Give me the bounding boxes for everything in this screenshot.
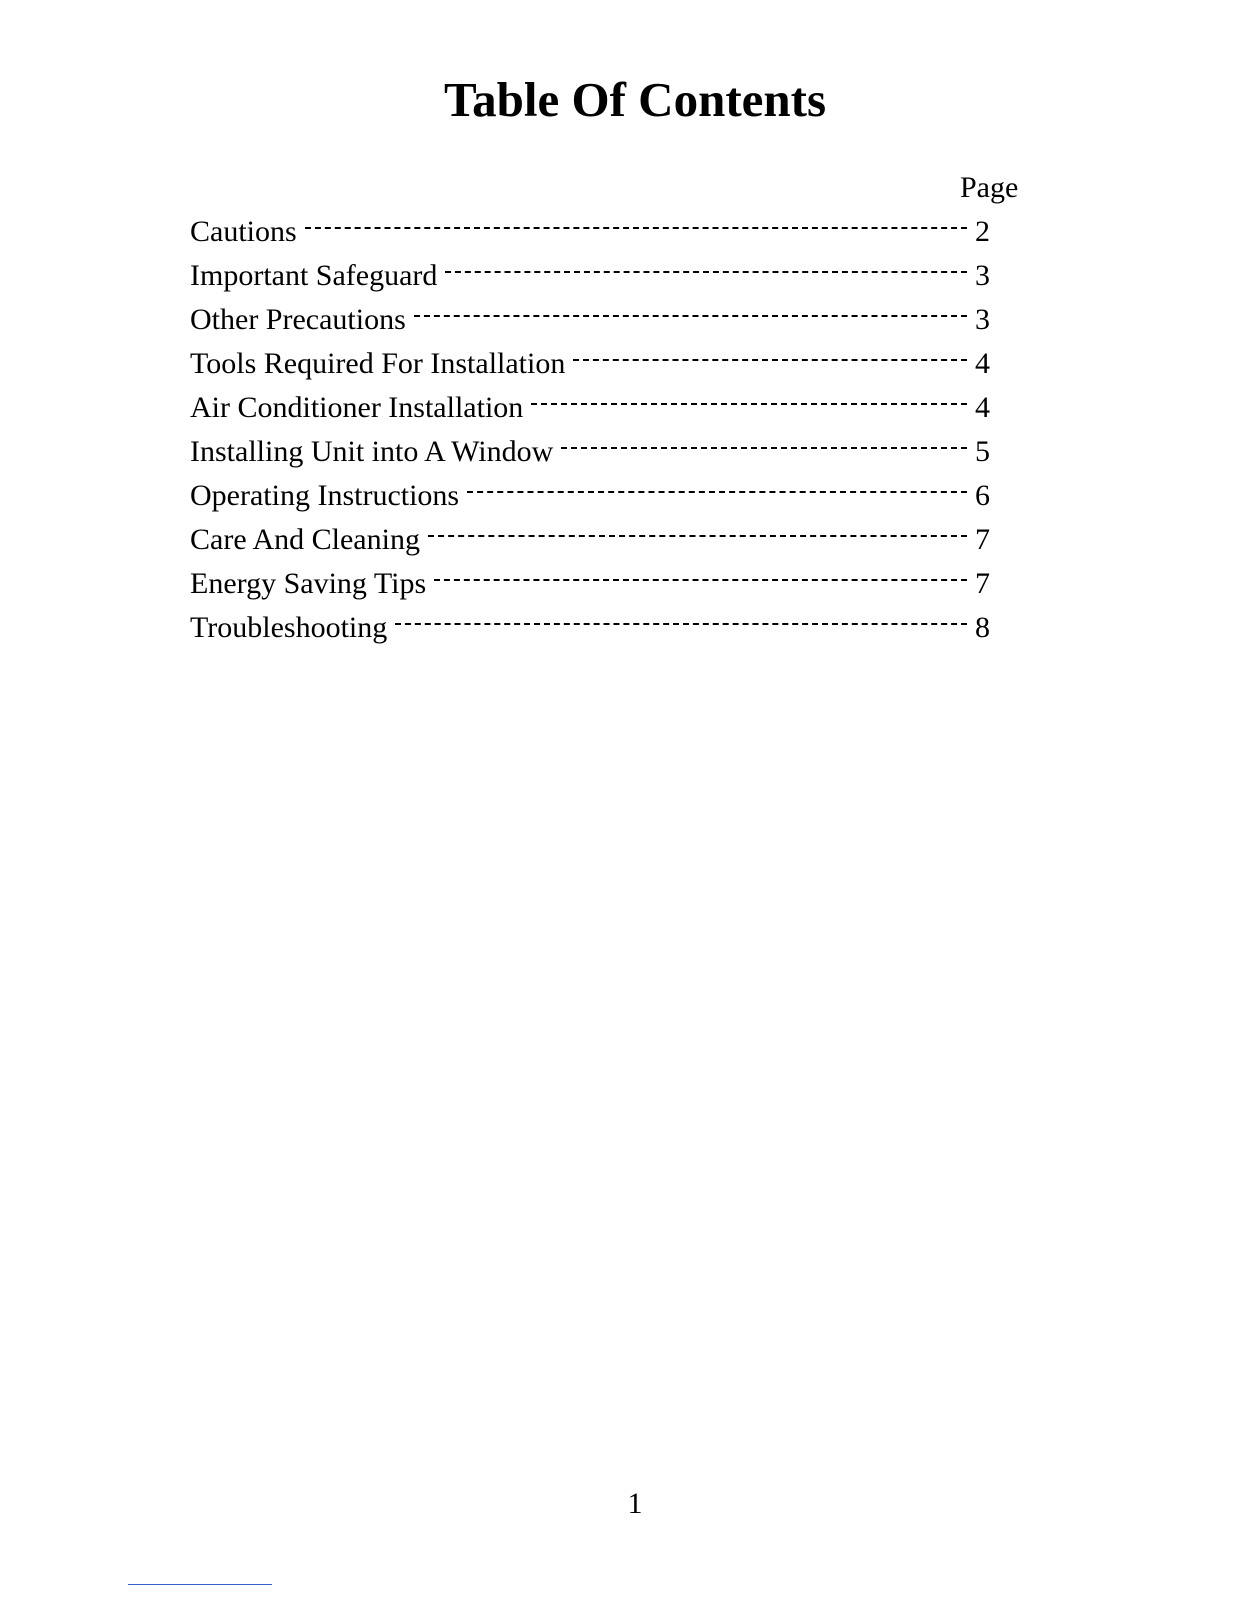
toc-entry-page: 8 bbox=[975, 611, 990, 644]
toc-entry-page: 6 bbox=[975, 479, 990, 512]
toc-entry-label: Troubleshooting bbox=[190, 611, 388, 644]
dot-leader bbox=[467, 491, 967, 493]
dot-leader bbox=[531, 403, 967, 405]
toc-entry-page: 4 bbox=[975, 347, 990, 380]
dot-leader bbox=[434, 579, 967, 581]
toc-entry-important-safeguard[interactable] bbox=[190, 256, 1005, 300]
table-of-contents bbox=[190, 212, 1005, 652]
page-number: 1 bbox=[627, 1487, 643, 1520]
dot-leader bbox=[445, 271, 967, 273]
dot-leader bbox=[561, 447, 967, 449]
toc-entry-other-precautions[interactable] bbox=[190, 300, 1005, 344]
dot-leader bbox=[305, 227, 967, 229]
toc-entry-label: Care And Cleaning bbox=[190, 523, 420, 556]
toc-entry-operating-instructions[interactable] bbox=[190, 476, 1005, 520]
dot-leader bbox=[414, 315, 967, 317]
toc-entry-label: Important Safeguard bbox=[190, 259, 438, 292]
footnote-rule bbox=[128, 1584, 272, 1585]
toc-entry-label: Operating Instructions bbox=[190, 479, 460, 512]
toc-entry-label: Cautions bbox=[190, 215, 297, 248]
toc-entry-page: 3 bbox=[975, 303, 990, 336]
toc-entry-label: Energy Saving Tips bbox=[190, 567, 427, 600]
toc-entry-page: 2 bbox=[975, 215, 990, 248]
toc-entry-label: Tools Required For Installation bbox=[190, 347, 566, 380]
toc-entry-page: 5 bbox=[975, 435, 990, 468]
toc-entry-page: 4 bbox=[975, 391, 990, 424]
toc-entry-energy-saving-tips[interactable] bbox=[190, 564, 1005, 608]
dot-leader bbox=[395, 623, 967, 625]
toc-entry-page: 7 bbox=[975, 567, 990, 600]
toc-entry-page: 3 bbox=[975, 259, 990, 292]
toc-entry-label: Air Conditioner Installation bbox=[190, 391, 524, 424]
dot-leader bbox=[573, 359, 967, 361]
page-title: Table Of Contents bbox=[443, 72, 827, 127]
toc-entry-installing-unit[interactable] bbox=[190, 432, 1005, 476]
toc-entry-label: Installing Unit into A Window bbox=[190, 435, 554, 468]
toc-entry-troubleshooting[interactable] bbox=[190, 608, 1005, 652]
toc-entry-tools-required[interactable] bbox=[190, 344, 1005, 388]
page-column-header: Page bbox=[960, 171, 1019, 204]
toc-entry-cautions[interactable] bbox=[190, 212, 1005, 256]
toc-entry-air-conditioner-installation[interactable] bbox=[190, 388, 1005, 432]
toc-entry-page: 7 bbox=[975, 523, 990, 556]
toc-entry-care-and-cleaning[interactable] bbox=[190, 520, 1005, 564]
toc-entry-label: Other Precautions bbox=[190, 303, 406, 336]
dot-leader bbox=[428, 535, 967, 537]
